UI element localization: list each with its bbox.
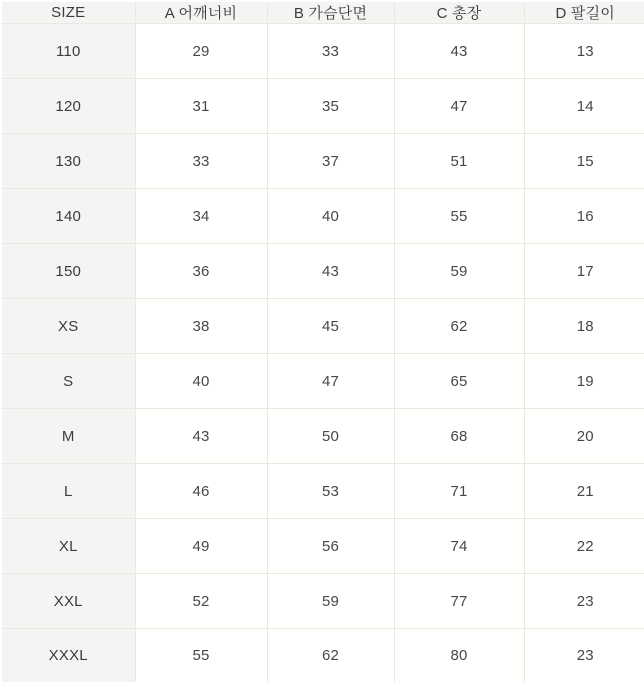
cell-arm-length: 22 [524, 519, 644, 574]
table-row [2, 574, 644, 629]
cell-chest-width: 50 [267, 409, 394, 464]
column-header-total-length: C 총장 [394, 2, 524, 24]
column-header-chest-width: B 가슴단면 [267, 2, 394, 24]
table-row [2, 354, 644, 409]
table-row [2, 519, 644, 574]
row-header-size: XL [2, 519, 135, 574]
cell-total-length: 80 [394, 629, 524, 683]
row-header-size: 140 [2, 189, 135, 244]
cell-shoulder-width: 36 [135, 244, 267, 299]
cell-shoulder-width: 34 [135, 189, 267, 244]
cell-chest-width: 45 [267, 299, 394, 354]
table-row [2, 409, 644, 464]
cell-arm-length: 21 [524, 464, 644, 519]
cell-arm-length: 23 [524, 629, 644, 683]
cell-chest-width: 37 [267, 134, 394, 189]
row-header-size: 110 [2, 24, 135, 79]
cell-arm-length: 23 [524, 574, 644, 629]
cell-shoulder-width: 55 [135, 629, 267, 683]
table-row [2, 464, 644, 519]
cell-arm-length: 16 [524, 189, 644, 244]
cell-chest-width: 53 [267, 464, 394, 519]
row-header-size: M [2, 409, 135, 464]
cell-chest-width: 47 [267, 354, 394, 409]
row-header-size: L [2, 464, 135, 519]
cell-total-length: 55 [394, 189, 524, 244]
cell-chest-width: 62 [267, 629, 394, 683]
cell-total-length: 43 [394, 24, 524, 79]
cell-arm-length: 18 [524, 299, 644, 354]
cell-arm-length: 14 [524, 79, 644, 134]
row-header-size: 150 [2, 244, 135, 299]
cell-shoulder-width: 29 [135, 24, 267, 79]
table-row [2, 299, 644, 354]
cell-chest-width: 33 [267, 24, 394, 79]
cell-total-length: 59 [394, 244, 524, 299]
cell-arm-length: 15 [524, 134, 644, 189]
cell-total-length: 47 [394, 79, 524, 134]
cell-shoulder-width: 38 [135, 299, 267, 354]
cell-chest-width: 56 [267, 519, 394, 574]
cell-shoulder-width: 43 [135, 409, 267, 464]
table-row [2, 244, 644, 299]
cell-total-length: 71 [394, 464, 524, 519]
cell-shoulder-width: 49 [135, 519, 267, 574]
cell-arm-length: 13 [524, 24, 644, 79]
table-row [2, 79, 644, 134]
column-header-size: SIZE [2, 2, 135, 24]
cell-shoulder-width: 40 [135, 354, 267, 409]
cell-total-length: 62 [394, 299, 524, 354]
cell-total-length: 65 [394, 354, 524, 409]
row-header-size: XS [2, 299, 135, 354]
cell-chest-width: 40 [267, 189, 394, 244]
header-row [2, 2, 644, 24]
table-row [2, 629, 644, 683]
cell-total-length: 68 [394, 409, 524, 464]
cell-shoulder-width: 31 [135, 79, 267, 134]
cell-shoulder-width: 46 [135, 464, 267, 519]
cell-shoulder-width: 52 [135, 574, 267, 629]
table-row [2, 134, 644, 189]
cell-total-length: 74 [394, 519, 524, 574]
table-row [2, 189, 644, 244]
cell-chest-width: 43 [267, 244, 394, 299]
cell-arm-length: 20 [524, 409, 644, 464]
row-header-size: S [2, 354, 135, 409]
column-header-shoulder-width: A 어깨너비 [135, 2, 267, 24]
cell-total-length: 77 [394, 574, 524, 629]
row-header-size: 130 [2, 134, 135, 189]
row-header-size: XXXL [2, 629, 135, 683]
row-header-size: XXL [2, 574, 135, 629]
size-chart-table [2, 2, 644, 682]
column-header-arm-length: D 팔길이 [524, 2, 644, 24]
cell-chest-width: 35 [267, 79, 394, 134]
cell-shoulder-width: 33 [135, 134, 267, 189]
table-row [2, 24, 644, 79]
cell-total-length: 51 [394, 134, 524, 189]
cell-chest-width: 59 [267, 574, 394, 629]
cell-arm-length: 19 [524, 354, 644, 409]
row-header-size: 120 [2, 79, 135, 134]
cell-arm-length: 17 [524, 244, 644, 299]
